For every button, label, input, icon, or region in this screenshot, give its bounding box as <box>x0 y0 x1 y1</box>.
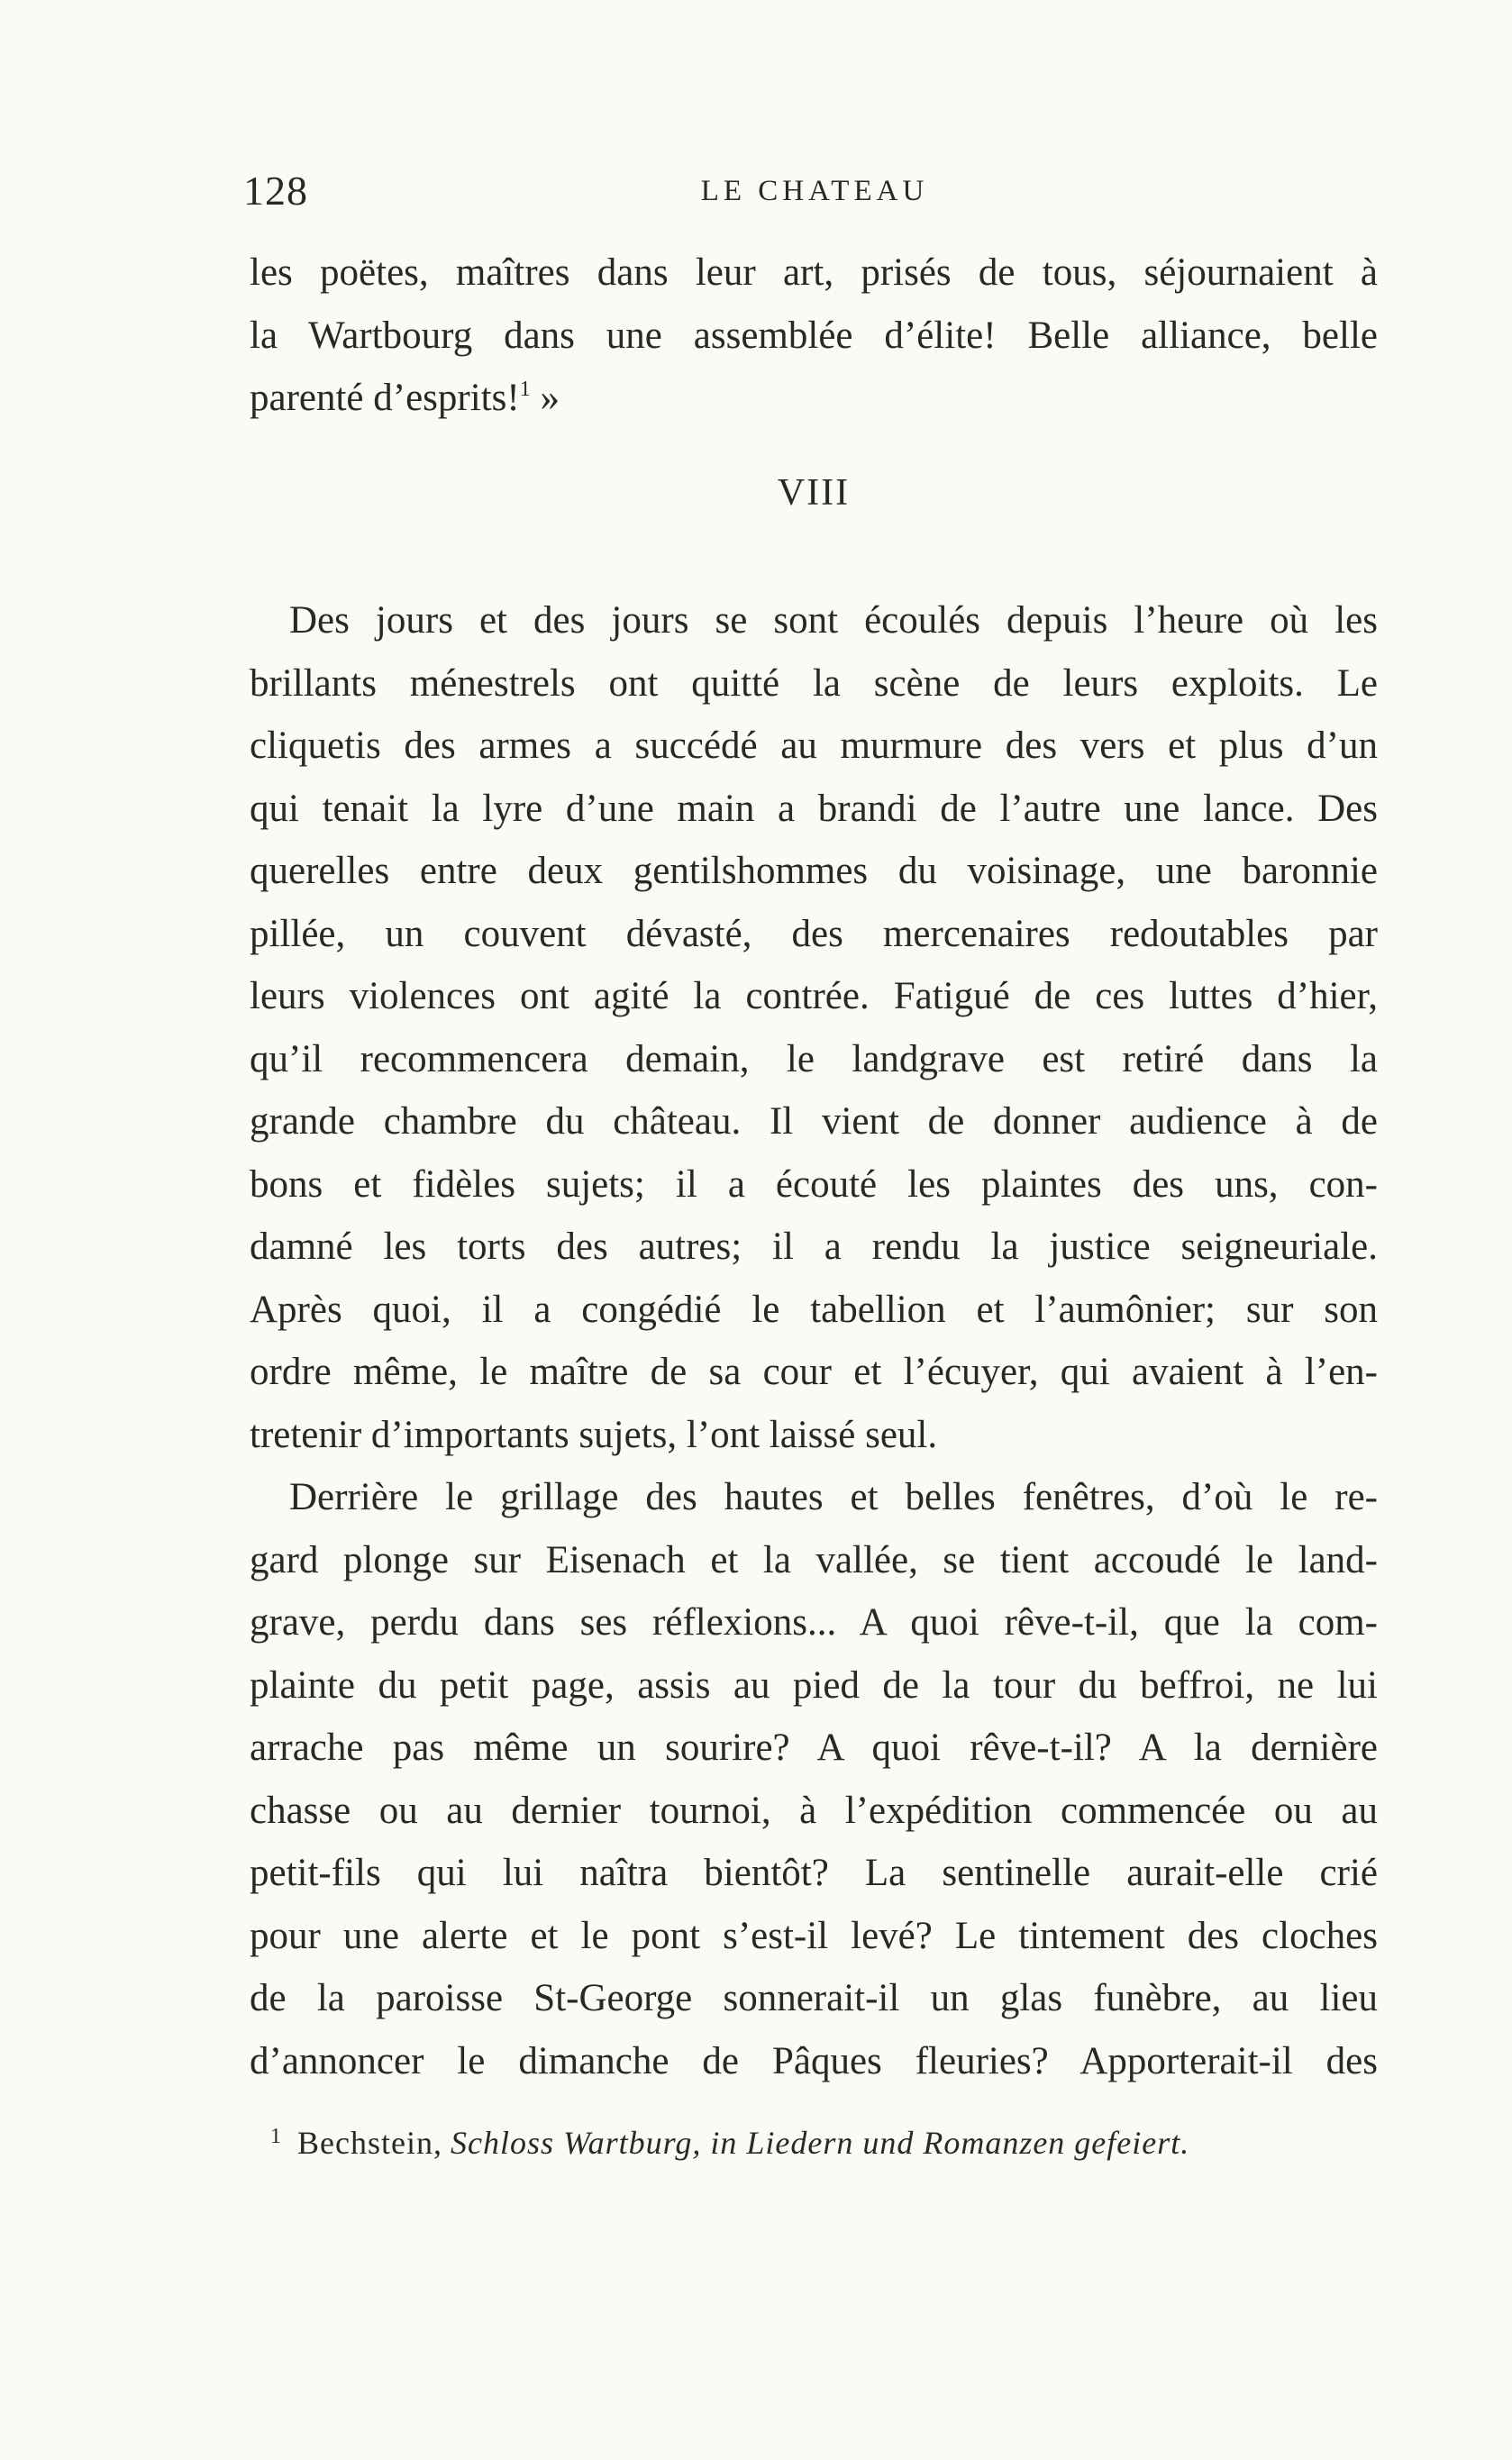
text-line: grave, perdu dans ses réflexions... A quoi rêve-t-il, que la com- <box>250 1601 1378 1644</box>
text-line: petit-fils qui lui naîtra bientôt? La sentinelle aurait-elle crié <box>250 1852 1378 1894</box>
running-title: LE CHATEAU <box>700 175 929 207</box>
text-line: bons et fidèles sujets; il a écouté les plaintes des uns, con- <box>250 1162 1378 1206</box>
text-line: cliquetis des armes a succédé au murmure des vers et plus d’un <box>250 724 1378 767</box>
paragraph <box>250 589 1378 1466</box>
text-line: d’annoncer le dimanche de Pâques fleuries? Apporterait-il des <box>250 2039 1378 2082</box>
footnote-marker: 1 <box>270 2125 281 2148</box>
text-line: querelles entre deux gentilshommes du voisinage, une baronnie <box>250 850 1378 892</box>
text-line: Après quoi, il a congédié le tabellion et l’aumônier; sur son <box>250 1288 1378 1331</box>
chapter-heading: VIII <box>777 472 851 514</box>
carry-over-paragraph <box>250 241 1378 430</box>
page-number: 128 <box>243 168 308 214</box>
text-line: de la paroisse St-George sonnerait-il un glas funèbre, au lieu <box>250 1977 1378 2019</box>
text-line: tretenir d’importants sujets, l’ont laissé seul. <box>250 1413 938 1456</box>
text-line: Derrière le grillage des hautes et belles fenêtres, d’où le re- <box>289 1476 1378 1518</box>
text-line: la Wartbourg dans une assemblée d’élite! Belle alliance, belle <box>250 314 1378 357</box>
text-fragment: parenté d’esprits! <box>250 377 520 419</box>
text-line: grande chambre du château. Il vient de donner audience à de <box>250 1100 1378 1143</box>
closing-quote: » <box>530 377 560 419</box>
footnote-title: Schloss Wartburg, in Liedern und Romanzen gefeiert. <box>450 2125 1190 2161</box>
text-line: ordre même, le maître de sa cour et l’écuyer, qui avaient à l’en- <box>250 1351 1378 1393</box>
text-line: qui tenait la lyre d’une main a brandi de l’autre une lance. Des <box>250 787 1378 830</box>
text-line: brillants ménestrels ont quitté la scène de leurs exploits. Le <box>250 661 1378 705</box>
text-line: gard plonge sur Eisenach et la vallée, se tient accoudé le land- <box>250 1538 1378 1581</box>
text-line: qu’il recommencera demain, le landgrave est retiré dans la <box>250 1037 1378 1080</box>
text-line: les poëtes, maîtres dans leur art, prisés de tous, séjournaient à <box>250 251 1378 294</box>
running-head <box>243 164 1386 218</box>
text-line: plainte du petit page, assis au pied de la tour du beffroi, ne lui <box>250 1663 1378 1707</box>
paragraph <box>250 1466 1378 2092</box>
text-line: arrache pas même un sourire? A quoi rêve-t-il? A la dernière <box>250 1727 1378 1769</box>
text-line: damné les torts des autres; il a rendu la justice seigneuriale. <box>250 1225 1378 1268</box>
body-text <box>250 589 1378 2092</box>
text-line <box>250 367 1378 430</box>
text-line: Des jours et des jours se sont écoulés depuis l’heure où les <box>289 599 1378 642</box>
footnote-reference: 1 <box>519 378 531 401</box>
footnote <box>270 2116 1388 2170</box>
text-line: leurs violences ont agité la contrée. Fatigué de ces luttes d’hier, <box>250 975 1378 1017</box>
text-line: pour une alerte et le pont s’est-il levé? Le tintement des cloches <box>250 1914 1378 1957</box>
text-line: pillée, un couvent dévasté, des mercenaires redoutables par <box>250 912 1378 955</box>
footnote-author: Bechstein, <box>297 2125 442 2161</box>
text-line: chasse ou au dernier tournoi, à l’expédition commencée ou au <box>250 1789 1378 1832</box>
